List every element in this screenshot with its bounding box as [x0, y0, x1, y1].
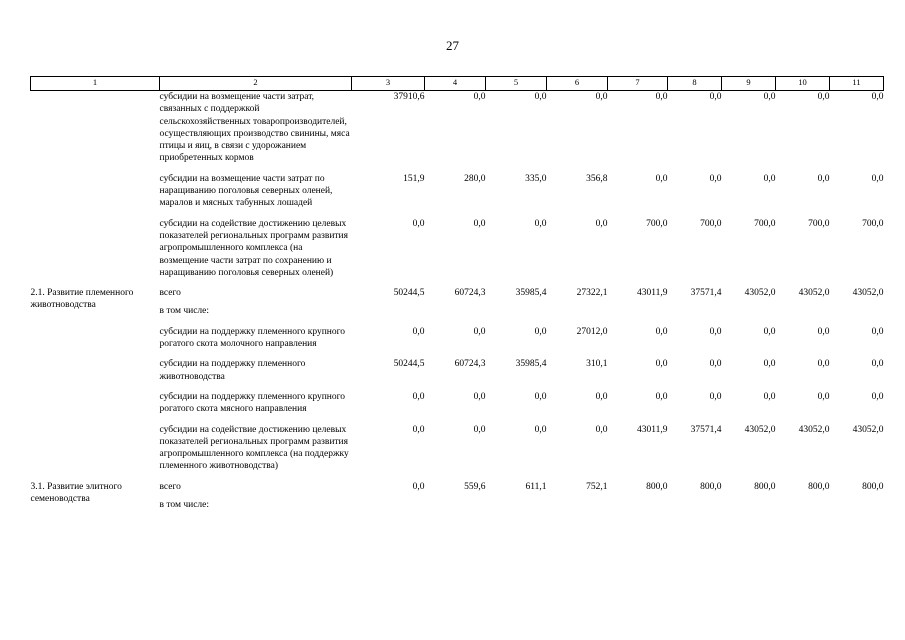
- cell-value: 335,0: [525, 173, 547, 184]
- cell-value: [608, 305, 668, 325]
- table-row: [31, 391, 884, 424]
- section-title: [31, 326, 160, 359]
- column-header: 3: [352, 77, 425, 91]
- section-title: 3.1. Развитие элитного семеноводства: [30, 481, 122, 505]
- row-description: в том числе:: [159, 500, 210, 511]
- table-row: [31, 424, 884, 481]
- section-title: [31, 358, 160, 391]
- cell-value: 151,9: [403, 173, 425, 184]
- table-row: [31, 287, 884, 305]
- table-row: [31, 91, 884, 173]
- row-description: субсидии на содействие достижению целевых показателей региональных программ развития агропромышленного комплекса (на поддержку племенного животноводства): [159, 424, 349, 472]
- cell-value: [352, 499, 425, 511]
- cell-value: 0,0: [763, 391, 776, 402]
- cell-value: 0,0: [534, 218, 547, 229]
- cell-value: 0,0: [534, 424, 547, 435]
- budget-table: [30, 76, 884, 511]
- row-description: субсидии на поддержку племенного животноводства: [159, 359, 306, 382]
- cell-value: [425, 499, 486, 511]
- cell-value: 0,0: [655, 359, 668, 370]
- cell-value: 35985,4: [515, 359, 547, 370]
- section-title: [31, 391, 160, 424]
- cell-value: 0,0: [473, 326, 486, 337]
- cell-value: 0,0: [709, 391, 722, 402]
- cell-value: 0,0: [473, 424, 486, 435]
- cell-value: 0,0: [412, 218, 425, 229]
- cell-value: 0,0: [412, 391, 425, 402]
- cell-value: 0,0: [763, 92, 776, 102]
- cell-value: 0,0: [871, 326, 884, 337]
- cell-value: 0,0: [817, 92, 830, 102]
- cell-value: 700,0: [700, 218, 722, 229]
- column-header: 7: [608, 77, 668, 91]
- cell-value: [547, 499, 608, 511]
- cell-value: 0,0: [763, 359, 776, 370]
- cell-value: 43052,0: [798, 288, 830, 299]
- cell-value: 0,0: [709, 92, 722, 102]
- cell-value: 800,0: [754, 481, 776, 492]
- cell-value: 0,0: [595, 218, 608, 229]
- cell-value: 700,0: [808, 218, 830, 229]
- cell-value: 0,0: [534, 326, 547, 337]
- cell-value: 0,0: [473, 218, 486, 229]
- cell-value: 27012,0: [576, 326, 608, 337]
- column-header: 9: [722, 77, 776, 91]
- cell-value: [486, 499, 547, 511]
- section-title: 2.1. Развитие племенного животноводства: [30, 288, 134, 311]
- cell-value: 43052,0: [744, 288, 776, 299]
- row-description: субсидии на возмещение части затрат, связанных с поддержкой сельскохозяйственных товаропроизводителей, осуществляющих производство свинины, мяса птицы и яиц, в связи с удорожанием приобретенных кормов: [159, 92, 350, 164]
- cell-value: 0,0: [871, 92, 884, 102]
- cell-value: [668, 305, 722, 325]
- table-header-row: [31, 77, 884, 91]
- cell-value: 280,0: [464, 173, 486, 184]
- section-title: [31, 218, 160, 287]
- column-header: 11: [830, 77, 884, 91]
- cell-value: 0,0: [595, 424, 608, 435]
- cell-value: 0,0: [871, 173, 884, 184]
- cell-value: 0,0: [763, 326, 776, 337]
- cell-value: 0,0: [655, 173, 668, 184]
- cell-value: 0,0: [595, 92, 608, 102]
- cell-value: 35985,4: [515, 288, 547, 299]
- column-header: 4: [425, 77, 486, 91]
- column-header: 5: [486, 77, 547, 91]
- cell-value: 611,1: [525, 481, 547, 492]
- cell-value: 43052,0: [744, 424, 776, 435]
- cell-value: 0,0: [473, 92, 486, 102]
- cell-value: [722, 499, 776, 511]
- cell-value: 800,0: [646, 481, 668, 492]
- page-number: 27: [446, 38, 459, 53]
- cell-value: 0,0: [412, 424, 425, 435]
- table-row: [31, 358, 884, 391]
- cell-value: 0,0: [412, 481, 425, 492]
- cell-value: 0,0: [473, 391, 486, 402]
- table-row: [31, 173, 884, 218]
- cell-value: 0,0: [871, 359, 884, 370]
- cell-value: [425, 305, 486, 325]
- cell-value: 700,0: [862, 218, 884, 229]
- cell-value: 0,0: [871, 391, 884, 402]
- cell-value: 356,8: [586, 173, 608, 184]
- cell-value: 0,0: [817, 359, 830, 370]
- column-header: 10: [776, 77, 830, 91]
- cell-value: [830, 305, 884, 325]
- row-description: субсидии на возмещение части затрат по наращиванию поголовья северных оленей, маралов и мясных табунных лошадей: [159, 173, 333, 209]
- cell-value: [352, 305, 425, 325]
- cell-value: [547, 305, 608, 325]
- cell-value: 0,0: [763, 173, 776, 184]
- cell-value: 43052,0: [798, 424, 830, 435]
- row-description: всего: [159, 481, 181, 492]
- cell-value: 310,1: [586, 359, 608, 370]
- cell-value: 37571,4: [690, 288, 722, 299]
- cell-value: 43052,0: [852, 424, 884, 435]
- column-header: 2: [160, 77, 352, 91]
- cell-value: 50244,5: [393, 359, 425, 370]
- cell-value: 37571,4: [690, 424, 722, 435]
- section-title: [31, 173, 160, 218]
- cell-value: 700,0: [646, 218, 668, 229]
- cell-value: 559,6: [464, 481, 486, 492]
- cell-value: 0,0: [817, 391, 830, 402]
- cell-value: 0,0: [595, 391, 608, 402]
- section-title: [31, 91, 160, 173]
- cell-value: [608, 499, 668, 511]
- row-description: субсидии на поддержку племенного крупного рогатого скота молочного направления: [159, 326, 346, 350]
- cell-value: 50244,5: [393, 288, 425, 299]
- cell-value: 0,0: [412, 326, 425, 337]
- cell-value: 27322,1: [576, 288, 608, 299]
- cell-value: 43052,0: [852, 288, 884, 299]
- cell-value: 0,0: [709, 326, 722, 337]
- cell-value: 0,0: [534, 92, 547, 102]
- table-row: [31, 326, 884, 359]
- cell-value: [722, 305, 776, 325]
- section-title: [31, 424, 160, 481]
- column-header: 1: [31, 77, 160, 91]
- cell-value: 0,0: [709, 173, 722, 184]
- cell-value: [486, 305, 547, 325]
- column-header: 8: [668, 77, 722, 91]
- cell-value: 800,0: [862, 481, 884, 492]
- cell-value: 800,0: [700, 481, 722, 492]
- row-description: субсидии на содействие достижению целевых показателей региональных программ развития агропромышленного комплекса (на возмещение части затрат по сохранению и наращиванию поголовья северных оленей): [159, 218, 349, 278]
- cell-value: 37910,6: [393, 92, 425, 102]
- cell-value: 0,0: [655, 391, 668, 402]
- cell-value: 60724,3: [454, 359, 486, 370]
- cell-value: [668, 499, 722, 511]
- table-row: [31, 481, 884, 499]
- cell-value: 0,0: [709, 359, 722, 370]
- cell-value: 700,0: [754, 218, 776, 229]
- column-header: 6: [547, 77, 608, 91]
- cell-value: 0,0: [817, 173, 830, 184]
- cell-value: [830, 499, 884, 511]
- cell-value: 43011,9: [636, 288, 668, 299]
- cell-value: 0,0: [655, 92, 668, 102]
- cell-value: 800,0: [808, 481, 830, 492]
- cell-value: 0,0: [534, 391, 547, 402]
- cell-value: 43011,9: [636, 424, 668, 435]
- cell-value: 752,1: [586, 481, 608, 492]
- cell-value: [776, 499, 830, 511]
- cell-value: 60724,3: [454, 288, 486, 299]
- row-description: субсидии на поддержку племенного крупного рогатого скота мясного направления: [159, 391, 346, 415]
- row-description: всего: [159, 288, 181, 299]
- cell-value: 0,0: [817, 326, 830, 337]
- row-description: в том числе:: [159, 306, 210, 317]
- cell-value: [776, 305, 830, 325]
- cell-value: 0,0: [655, 326, 668, 337]
- table-row: [31, 218, 884, 287]
